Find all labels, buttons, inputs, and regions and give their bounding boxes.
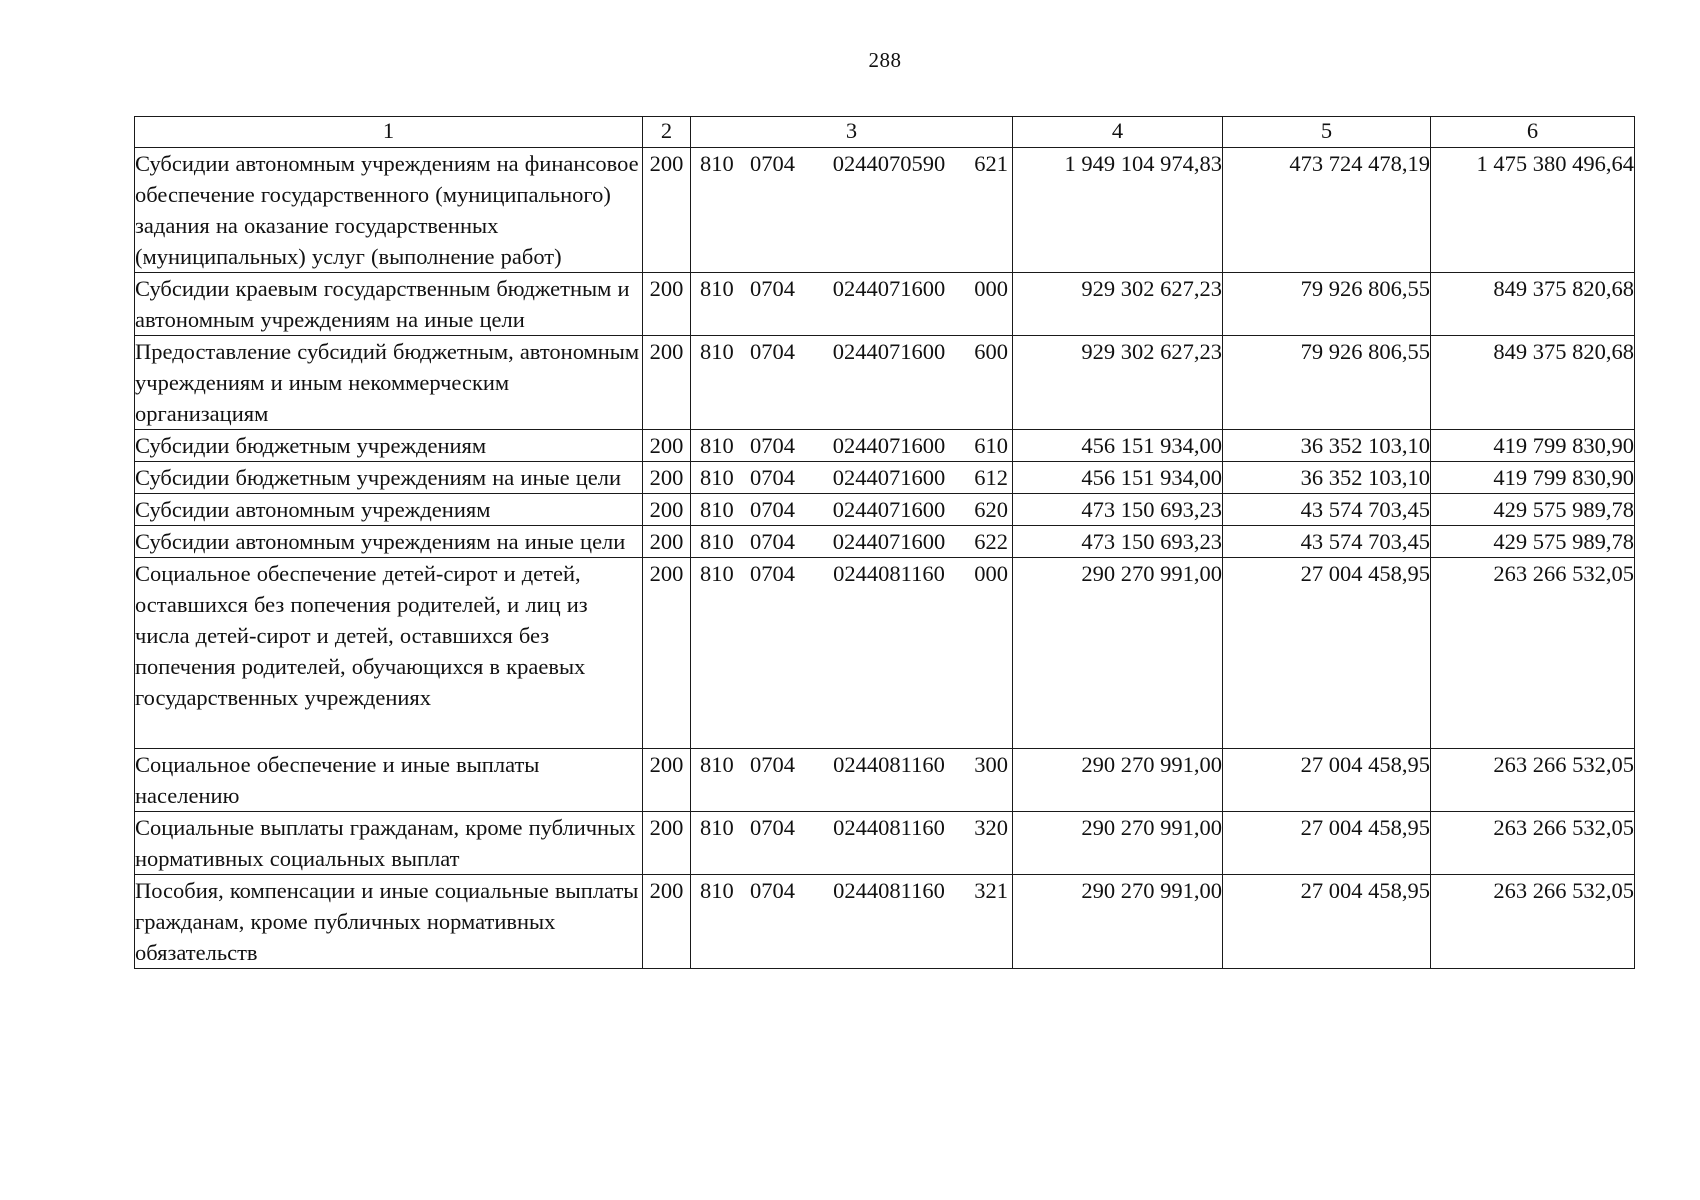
row-value-5: 43 574 703,45 (1223, 526, 1431, 558)
row-name: Субсидии бюджетным учреждениям на иные цели (135, 462, 643, 494)
code-expense-type: 000 (974, 561, 1008, 586)
code-subsection: 0704 (750, 339, 795, 364)
row-code-admin: 200 (643, 336, 691, 430)
row-code (691, 875, 1013, 969)
code-subsection: 0704 (750, 497, 795, 522)
code-section: 810 (700, 529, 734, 554)
row-value-5: 473 724 478,19 (1223, 148, 1431, 273)
header-cell: 4 (1013, 117, 1223, 148)
code-section: 810 (700, 815, 734, 840)
row-name: Субсидии автономным учреждениям (135, 494, 643, 526)
row-code (691, 494, 1013, 526)
row-name: Социальное обеспечение и иные выплаты населению (135, 749, 643, 812)
code-expense-type: 620 (974, 497, 1008, 522)
table-row (135, 462, 1635, 494)
row-value-6: 263 266 532,05 (1431, 749, 1635, 812)
code-expense-type: 612 (974, 465, 1008, 490)
row-value-6: 1 475 380 496,64 (1431, 148, 1635, 273)
row-name: Социальное обеспечение детей-сирот и детей, оставшихся без попечения родителей, и лиц из числа детей-сирот и детей, оставшихся без попечения родителей, обучающихся в краевых государственных учреждениях (135, 558, 643, 749)
row-name: Предоставление субсидий бюджетным, автономным учреждениям и иным некоммерческим организациям (135, 336, 643, 430)
row-code (691, 273, 1013, 336)
row-code (691, 148, 1013, 273)
row-value-4: 290 270 991,00 (1013, 558, 1223, 749)
code-subsection: 0704 (750, 878, 795, 903)
code-section: 810 (700, 339, 734, 364)
code-subsection: 0704 (750, 433, 795, 458)
row-value-5: 36 352 103,10 (1223, 462, 1431, 494)
code-section: 810 (700, 497, 734, 522)
row-code-admin: 200 (643, 749, 691, 812)
header-cell: 3 (691, 117, 1013, 148)
code-subsection: 0704 (750, 276, 795, 301)
code-target: 0244071600 (832, 529, 946, 554)
header-row (135, 117, 1635, 148)
code-target: 0244071600 (832, 433, 946, 458)
row-value-6: 263 266 532,05 (1431, 558, 1635, 749)
budget-table (134, 116, 1635, 969)
row-value-6: 429 575 989,78 (1431, 494, 1635, 526)
row-value-6: 263 266 532,05 (1431, 812, 1635, 875)
code-section: 810 (700, 276, 734, 301)
row-code (691, 749, 1013, 812)
row-code-admin: 200 (643, 462, 691, 494)
code-target: 0244081160 (833, 561, 945, 586)
code-subsection: 0704 (750, 529, 795, 554)
row-value-4: 290 270 991,00 (1013, 749, 1223, 812)
page-number: 288 (868, 48, 902, 72)
code-subsection: 0704 (750, 465, 795, 490)
code-expense-type: 610 (974, 433, 1008, 458)
row-value-4: 473 150 693,23 (1013, 494, 1223, 526)
row-value-6: 849 375 820,68 (1431, 273, 1635, 336)
row-code (691, 526, 1013, 558)
row-value-4: 929 302 627,23 (1013, 336, 1223, 430)
code-expense-type: 622 (974, 529, 1008, 554)
row-name: Субсидии автономным учреждениям на финансовое обеспечение государственного (муниципального) задания на оказание государственных (муниципальных) услуг (выполнение работ) (135, 148, 643, 273)
code-expense-type: 321 (974, 878, 1008, 903)
code-expense-type: 000 (974, 276, 1008, 301)
code-subsection: 0704 (750, 561, 795, 586)
row-value-5: 27 004 458,95 (1223, 558, 1431, 749)
header-cell: 1 (135, 117, 643, 148)
table-row (135, 494, 1635, 526)
row-value-4: 290 270 991,00 (1013, 875, 1223, 969)
row-code (691, 336, 1013, 430)
row-value-5: 27 004 458,95 (1223, 812, 1431, 875)
row-code-admin: 200 (643, 526, 691, 558)
row-value-4: 1 949 104 974,83 (1013, 148, 1223, 273)
row-value-4: 456 151 934,00 (1013, 430, 1223, 462)
code-target: 0244081160 (833, 815, 945, 840)
row-name: Пособия, компенсации и иные социальные выплаты гражданам, кроме публичных нормативных обязательств (135, 875, 643, 969)
row-value-6: 419 799 830,90 (1431, 430, 1635, 462)
code-target: 0244071600 (832, 276, 946, 301)
code-target: 0244081160 (833, 752, 945, 777)
row-value-5: 79 926 806,55 (1223, 273, 1431, 336)
code-subsection: 0704 (750, 151, 795, 176)
row-value-4: 473 150 693,23 (1013, 526, 1223, 558)
code-subsection: 0704 (750, 815, 795, 840)
row-name: Субсидии краевым государственным бюджетным и автономным учреждениям на иные цели (135, 273, 643, 336)
code-section: 810 (700, 151, 734, 176)
code-target: 0244071600 (832, 465, 946, 490)
row-value-6: 429 575 989,78 (1431, 526, 1635, 558)
header-cell: 6 (1431, 117, 1635, 148)
code-expense-type: 621 (974, 151, 1008, 176)
table-row (135, 875, 1635, 969)
table-row (135, 812, 1635, 875)
code-expense-type: 300 (974, 752, 1008, 777)
row-code-admin: 200 (643, 812, 691, 875)
code-target: 0244071600 (832, 497, 946, 522)
code-target: 0244071600 (832, 339, 946, 364)
table-row (135, 749, 1635, 812)
table-row (135, 148, 1635, 273)
code-subsection: 0704 (750, 752, 795, 777)
header-cell: 2 (643, 117, 691, 148)
code-section: 810 (700, 465, 734, 490)
row-name: Социальные выплаты гражданам, кроме публичных нормативных социальных выплат (135, 812, 643, 875)
row-value-6: 849 375 820,68 (1431, 336, 1635, 430)
table-row (135, 430, 1635, 462)
row-value-4: 290 270 991,00 (1013, 812, 1223, 875)
row-value-4: 929 302 627,23 (1013, 273, 1223, 336)
row-value-5: 43 574 703,45 (1223, 494, 1431, 526)
row-code-admin: 200 (643, 273, 691, 336)
table-row (135, 273, 1635, 336)
row-code (691, 430, 1013, 462)
code-section: 810 (700, 561, 734, 586)
row-code (691, 558, 1013, 749)
row-value-5: 79 926 806,55 (1223, 336, 1431, 430)
row-code (691, 812, 1013, 875)
code-expense-type: 600 (974, 339, 1008, 364)
code-section: 810 (700, 433, 734, 458)
table-row (135, 526, 1635, 558)
row-value-4: 456 151 934,00 (1013, 462, 1223, 494)
row-code-admin: 200 (643, 494, 691, 526)
table-row (135, 558, 1635, 749)
code-target: 0244070590 (832, 151, 946, 176)
row-value-5: 27 004 458,95 (1223, 875, 1431, 969)
row-value-6: 263 266 532,05 (1431, 875, 1635, 969)
row-code (691, 462, 1013, 494)
row-name: Субсидии автономным учреждениям на иные цели (135, 526, 643, 558)
row-value-5: 36 352 103,10 (1223, 430, 1431, 462)
row-code-admin: 200 (643, 430, 691, 462)
code-section: 810 (700, 878, 734, 903)
row-code-admin: 200 (643, 558, 691, 749)
row-value-5: 27 004 458,95 (1223, 749, 1431, 812)
header-cell: 5 (1223, 117, 1431, 148)
row-value-6: 419 799 830,90 (1431, 462, 1635, 494)
code-target: 0244081160 (833, 878, 945, 903)
code-section: 810 (700, 752, 734, 777)
row-code-admin: 200 (643, 148, 691, 273)
table-row (135, 336, 1635, 430)
code-expense-type: 320 (974, 815, 1008, 840)
row-code-admin: 200 (643, 875, 691, 969)
row-name: Субсидии бюджетным учреждениям (135, 430, 643, 462)
